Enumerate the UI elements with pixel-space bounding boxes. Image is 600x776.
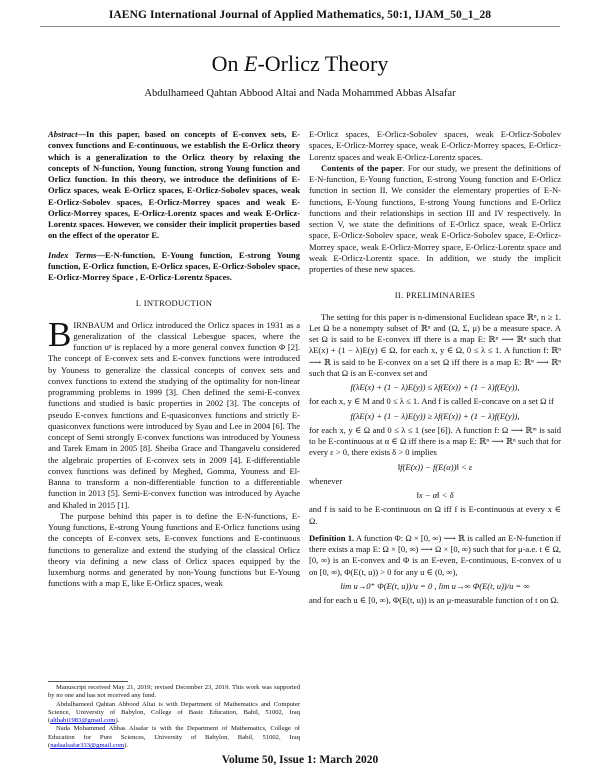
section-heading-preliminaries: II. PRELIMINARIES: [394, 290, 476, 301]
abstract-label: Abstract: [48, 129, 78, 139]
abstract-text: —In this paper, based on concepts of E-convex sets, E-convex functions and E-continuous, we establish the E-Orlicz theory which is a generalization to the Orlicz theory by relaxing the concepts of N-function, Young function, strong Young function and Orlicz function. In this theory, we introduce the definitions of E-Orlicz spaces, weak E-Orlicz spaces, E-Orlicz-Sobolev spaces, weak E-Orlicz-Sobolev spaces, E-Orlicz-Morrey spaces and weak E-Orlicz-Morrey spaces, E-Orlicz-Lorentz spaces and weak E-Orlicz-Lorentz spaces. However, we consider their implicit properties based on the effect of the operator E.: [48, 129, 300, 241]
footnote-author-2-text: Nada Mohammed Abbas Alsafar is with the Department of Mathematics, College of Education for Pure Sciences, University of Babylon, Babil, 51002, Iraq (: [48, 725, 300, 750]
journal-header: IAENG International Journal of Applied Mathematics, 50:1, IJAM_50_1_28: [108, 9, 492, 21]
abstract: [48, 129, 300, 242]
definition-1-text: A function Φ: Ω × [0, ∞) ⟶ ℝ is called an E-N-function if there exists a map E: Ω × [0, ∞) ⟶ Ω × [0, ∞) such that for μ-a.e. t ∈ Ω, [0, ∞) is an E-convex and Φ is an E-even, E-continuous, E-convex of u on [0, ∞), Φ(E(t, u)) > 0 for any u ∈ (0, ∞),: [309, 532, 562, 577]
title-prefix: On: [211, 51, 244, 76]
equation-delta: ‖x − α‖ < δ: [416, 490, 454, 500]
equation-epsilon: ‖f(E(x)) − f(E(α))‖ < ε: [397, 461, 473, 472]
left-column: [48, 129, 300, 590]
contents-label: Contents of the paper: [321, 162, 403, 173]
author-2-email-link[interactable]: nadaalsafar333@gmail.com: [50, 742, 125, 750]
intro-continuation: E-Orlicz spaces, E-Orlicz-Sobolev spaces, weak E-Orlicz-Sobolev spaces, E-Orlicz-Morrey space, weak E-Orlicz-Morrey spaces, E-Orlicz-Lorentz spaces and weak E-Orlicz-Lorentz spaces.: [309, 129, 561, 162]
footnote-author-1-end: ).: [115, 717, 120, 725]
equation-e-concave: f(λE(x) + (1 − λ)E(y)) ≥ λf(E(x)) + (1 − λ)f(E(y)),: [350, 410, 520, 421]
authors: Abdulhameed Qahtan Abbood Altai and Nada Mohammed Abbas Alsafar: [144, 88, 456, 99]
journal-footer: Volume 50, Issue 1: March 2020: [221, 754, 379, 766]
prelim-paragraph-3: for each x, y ∈ Ω and 0 ≤ λ ≤ 1 (see [6]). A function f: Ω ⟶ ℝᵐ is said to be E-continuous at α ∈ Ω iff there is a map E: ℝⁿ ⟶ ℝⁿ such that for every ε > 0, there exists δ > 0 implies: [309, 424, 561, 458]
intro-paragraph-1-text: IRNBAUM and Orlicz introduced the Orlicz spaces in 1931 as a generalization of the classical Lebesgue spaces, where the function uᵖ is replaced by a more general convex function Φ [2]. The concept of E-convex sets and E-convex functions were introduced by Youness to generalize the classical concepts of convex sets and convex functions to extend the studying of the optimality for non-linear programming problems in 1999 [3]. Chen defined the semi-E-convex functions and studied is basic properties in 2002 [3]. The concepts of pseudo E-convex functions and E-quasiconvex functions and strictly E-quasiconvex functions were introduced by Syau and Lee in 2004 [6]. The concept of Semi strongly E-convex functions was introduced by Youness and Tarek Emam in 2005 [8]. Sheiba Grace and Thangavelu considered the algebraic properties of E-convex sets in 2009 [4]. E-differentiable convex functions was defined by Meghed, Gomma, Youness and El-Banna to transform a non-differentiable function to a differentiable function in 2013 [5]. Semi-E-convex function was introduced by Ayache and Khaled in 2015 [1].: [48, 319, 300, 510]
equation-limits: lim u→0⁺ Φ(E(t, u))/u = 0 , lim u→∞ Φ(E(t, u))/u = ∞: [340, 580, 530, 591]
drop-cap: B: [48, 314, 72, 354]
footnote-manuscript: Manuscript received May 21, 2019; revised December 23, 2019. This work was supported by no one and has not received any fund.: [48, 684, 300, 700]
title-symbol: E: [244, 51, 258, 76]
index-terms-text: —E-N-function, E-Young function, E-strong Young function, E-Orlicz function, E-Orlicz spaces, E-Orlicz-Sobolev space, E-Orlicz-Morrey Space , E-Orlicz-Lorentz Spaces.: [48, 249, 300, 282]
footnotes: [48, 684, 300, 750]
paper-title: [0, 51, 600, 77]
intro-paragraph-1: [48, 314, 300, 511]
author-1-email-link[interactable]: althabi1983@gmail.com: [50, 717, 116, 725]
contents-paragraph: [309, 163, 561, 276]
prelim-paragraph-1: The setting for this paper is n-dimensional Euclidean space ℝⁿ, n ≥ 1. Let Ω be a nonempty subset of ℝⁿ and (Ω, Σ, μ) be a measure space. A set Ω is said to be E-convex iff there is a map E: ℝⁿ ⟶ ℝⁿ such that λE(x) + (1 − λ)E(y) ∈ Ω, for each x, y ∈ Ω, 0 ≤ λ ≤ 1. A function f: ℝⁿ ⟶ ℝ is said to be E-convex on a set Ω iff there is a map E: ℝⁿ ⟶ ℝⁿ such that Ω is an E-convex set and: [309, 311, 561, 378]
footnote-author-2-end: ).: [124, 742, 129, 750]
definition-1: [309, 533, 561, 578]
footnote-author-1-text: Abdulhameed Qahtan Abbood Altai is with Department of Mathematics and Computer Science, University of Babylon, College of Basic Education, Babil, 51002, Iraq (: [48, 700, 300, 725]
prelim-whenever: whenever: [309, 475, 343, 486]
intro-paragraph-2: The purpose behind this paper is to define the E-N-functions, E-Young functions, E-strong Young functions and E-Orlicz functions using the concepts of E-convex sets, E-convex functions and E-continuous functions to generalize and extend the studying of the classical Orlicz theory via defining a new class of Orlicz spaces equipped by the luxemburg norms and generated by non-Young functions but E-Young functions with a map E, like E-Orlicz spaces, weak: [48, 510, 300, 589]
header-rule: [40, 26, 560, 27]
prelim-paragraph-4: and f is said to be E-continuous on Ω iff f is E-continuous at every x ∈ Ω.: [309, 504, 561, 526]
title-suffix: -Orlicz Theory: [257, 51, 389, 76]
prelim-paragraph-2: for each x, y ∈ M and 0 ≤ λ ≤ 1. And f is called E-concave on a set Ω if: [309, 396, 554, 407]
contents-text: . For our study, we present the definitions of E-N-function, E-Young function, E-strong Young function and E-Orlicz function in section II. We consider the elementary properties of E-N-functions, E-Young functions, E-strong Young functions and E-Orlicz functions and their relationships in section III and IV respectively. In section V, we state the definitions of E-Orlicz space, weak E-Orlicz space, E-Orlicz-Sobolev space, weak E-Orlicz-Sobolev space, E-Orlicz-Morrey space, weak E-Orlicz-Morrey space, E-Orlicz-Lorentz space and weak E-Orlicz-Lorentz space. In addition, we study the implicit properties of these new spaces.: [309, 162, 561, 274]
section-heading-introduction: I. INTRODUCTION: [135, 298, 213, 309]
equation-e-convex: f(λE(x) + (1 − λ)E(y)) ≤ λf(E(x)) + (1 − λ)f(E(y)),: [350, 382, 520, 392]
definition-1-label: Definition 1.: [309, 532, 355, 543]
index-terms-label: Index Terms: [48, 249, 97, 260]
footnote-author-2: [48, 725, 300, 750]
footnote-author-1: [48, 701, 300, 726]
right-column: [309, 129, 561, 606]
footnote-rule: [48, 681, 128, 682]
definition-1-end: and for each u ∈ [0, ∞), Φ(E(t, u)) is an μ-measurable function of t on Ω.: [309, 595, 559, 605]
index-terms: [48, 250, 300, 284]
